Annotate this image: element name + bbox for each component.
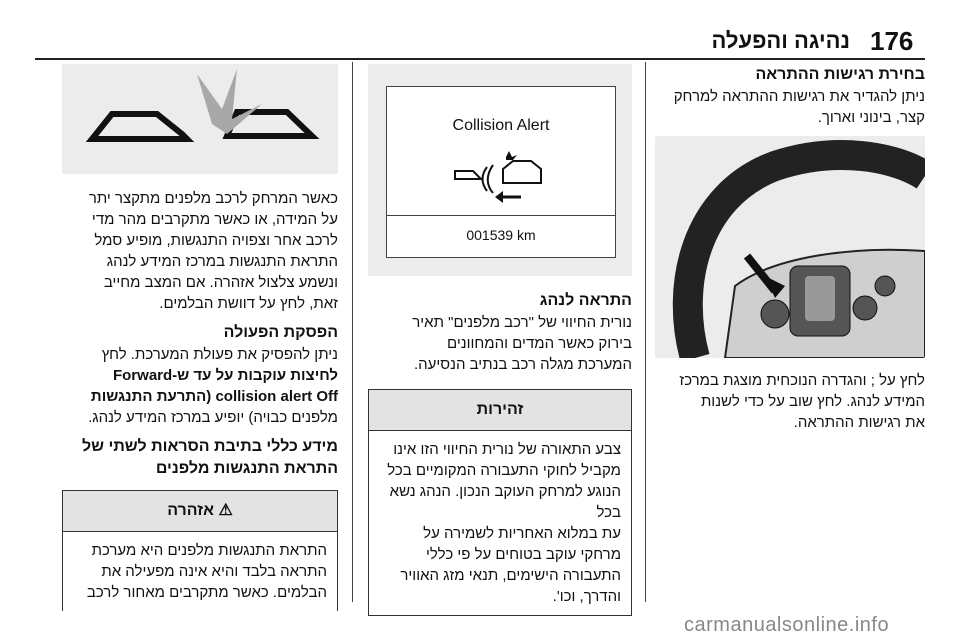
disable-heading: הפסקת הפעולה	[223, 324, 338, 341]
collision-figure	[62, 64, 338, 174]
paragraph-line: ונשמע צלצול אזהרה. אם המצב מחייב	[103, 274, 338, 291]
paragraph-line: עת במלוא האחריות לשמירה על	[423, 525, 621, 542]
paragraph-line: collision alert Off (התרעת התנגשות	[90, 388, 338, 405]
general-info-heading: מידע כללי בתיבת הסראות לשתי של	[82, 438, 338, 455]
steering-wheel-illustration	[655, 136, 925, 358]
steering-wheel-figure	[655, 136, 925, 358]
column-divider	[645, 62, 646, 602]
warning-triangle-icon: ⚠	[218, 502, 233, 519]
paragraph-line: והדרך, וכו'.	[552, 588, 621, 605]
paragraph-line: הנוגע למרחק העוקב הנכון. הנהג נשא בכל	[389, 483, 621, 521]
paragraph-line: לחיצות עוקבות על עד ש-Forward	[112, 367, 338, 384]
display-title: Collision Alert	[452, 117, 550, 134]
paragraph-line: מרחקי עוקב בטוחים על פי כללי	[425, 546, 621, 563]
warning-title-text: אזהרה	[167, 502, 214, 519]
paragraph-line: זאת, לחץ על דוושת הבלמים.	[159, 295, 338, 312]
paragraph-line: התראה בלבד והיא אינה מפעילה את	[101, 563, 327, 580]
paragraph-line: ניתן להפסיק את פעולת המערכת. לחץ	[101, 346, 338, 363]
paragraph-line: כאשר המרחק לרכב מלפנים מתקצר יתר	[88, 190, 338, 207]
paragraph-line: התראת התנגשות במרכז המידע לנהג	[106, 253, 338, 270]
sensitivity-heading: בחירת רגישות ההתראה	[755, 66, 925, 83]
paragraph-line: המערכת מגלה רכב בנתיב הנסיעה.	[413, 356, 632, 373]
paragraph-line: קצר, בינוני וארוך.	[817, 109, 925, 126]
paragraph-line: נורית החיווי של "רכב מלפנים" תאיר	[412, 314, 632, 331]
odometer-readout: 001539 km	[466, 227, 536, 243]
middle-column	[368, 64, 632, 616]
driver-alert-heading: התראה לנהג	[539, 292, 632, 309]
caution-title: זהירות	[369, 390, 631, 431]
paragraph-line: התראת התנגשות מלפנים היא מערכת	[91, 542, 327, 559]
paragraph-line: לרכב אחר וצפויה התנגשות, מופיע סמל	[94, 232, 338, 249]
page-number: 176	[870, 26, 914, 56]
general-info-heading: התראת התנגשות מלפנים	[155, 460, 338, 477]
column-divider	[352, 62, 353, 602]
collision-alert-figure	[368, 64, 632, 276]
warning-title	[63, 491, 337, 532]
left-column	[62, 64, 338, 611]
page-header	[0, 26, 960, 56]
paragraph-line: לחץ על ; והגדרה הנוכחית מוצגת במרכז	[679, 372, 925, 389]
paragraph-line: על המידה, או כאשר מתקרבים מהר מדי	[91, 211, 338, 228]
warning-box	[62, 490, 338, 611]
header-rule	[35, 58, 925, 60]
paragraph-line: צבע התאורה של נורית החיווי הזו אינו	[393, 441, 621, 458]
paragraph-line: בירוק כאשר המדים והמחוונים	[447, 335, 632, 352]
right-column	[655, 64, 925, 433]
caution-box	[368, 389, 632, 616]
collision-illustration	[62, 64, 338, 174]
collision-alert-icon	[451, 149, 551, 217]
paragraph-line: ניתן להגדיר את רגישות ההתראה למרחק	[673, 88, 925, 105]
display-screen	[386, 86, 616, 258]
paragraph-line: את רגישות ההתראה.	[793, 414, 925, 431]
paragraph-line: מלפנים כבויה) יופיע במרכז המידע לנהג.	[88, 409, 338, 426]
paragraph-line: המידע לנהג. לחץ שוב על כדי לשנות	[700, 393, 925, 410]
paragraph-line: מקביל לחוקי התעבורה המקומיים בכל	[387, 462, 621, 479]
section-title: נהיגה והפעלה	[711, 28, 850, 53]
display-divider	[387, 215, 615, 216]
watermark: carmanualsonline.info	[684, 614, 890, 636]
paragraph-line: הבלמים. כאשר מתקרבים מאחור לרכב	[86, 584, 327, 601]
paragraph-line: התעבורה הישימים, תנאי מזג האוויר	[400, 567, 621, 584]
